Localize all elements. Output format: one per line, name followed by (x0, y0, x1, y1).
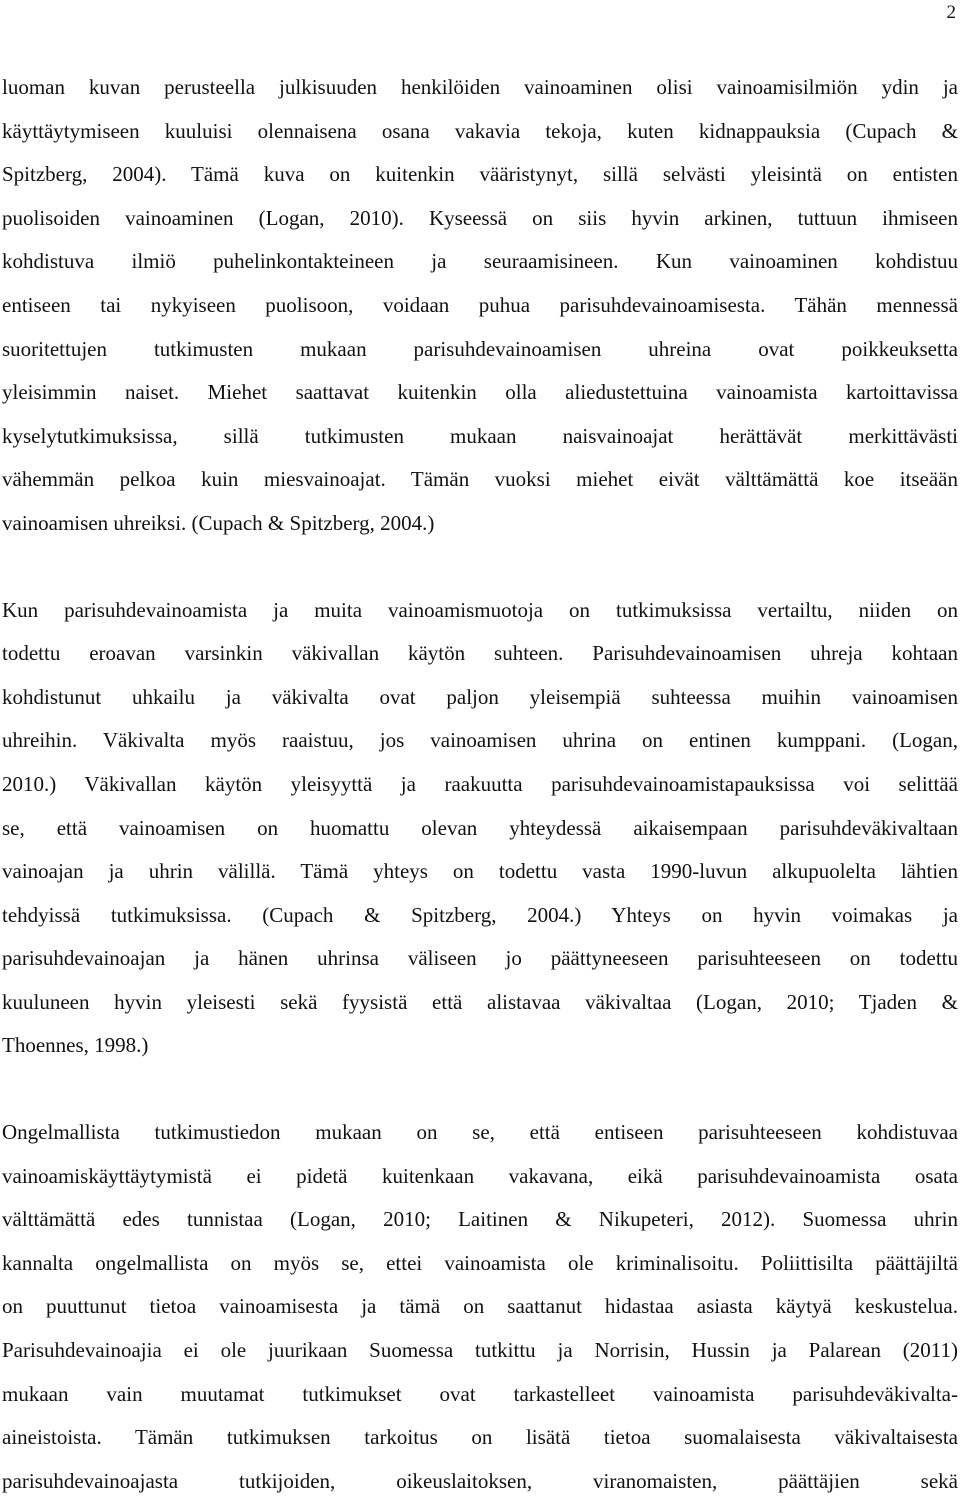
text-line: Parisuhdevainoajia ei ole juurikaan Suomessa tutkittu ja Norrisin, Hussin ja Palarean (2011) (2, 1338, 958, 1363)
page-number: 2 (946, 2, 956, 23)
text-line: kohdistunut uhkailu ja väkivalta ovat paljon yleisempiä suhteessa muihin vainoamisen (2, 684, 958, 709)
text-line: entiseen tai nykyiseen puolisoon, voidaan puhua parisuhdevainoamisesta. Tähän mennessä (2, 292, 958, 317)
text-line: vainoamisen uhreiksi. (Cupach & Spitzberg, 2004.) (2, 510, 435, 535)
text-line: on puuttunut tietoa vainoamisesta ja tämä on saattanut hidastaa asiasta käytyä keskustelua. (2, 1294, 958, 1319)
text-line: Spitzberg, 2004). Tämä kuva on kuitenkin vääristynyt, sillä selvästi yleisintä on entisten (2, 162, 958, 187)
text-line: välttämättä edes tunnistaa (Logan, 2010; Laitinen & Nikupeteri, 2012). Suomessa uhrin (2, 1207, 958, 1232)
text-line: se, että vainoamisen on huomattu olevan yhteydessä aikaisempaan parisuhdeväkivaltaan (2, 815, 958, 840)
document-body (2, 66, 958, 1503)
text-line: luoman kuvan perusteella julkisuuden henkilöiden vainoaminen olisi vainoamisilmiön ydin ja (2, 75, 958, 99)
text-line: tehdyissä tutkimuksissa. (Cupach & Spitzberg, 2004.) Yhteys on hyvin voimakas ja (2, 902, 958, 927)
text-line: uhreihin. Väkivalta myös raaistuu, jos vainoamisen uhrina on entinen kumppani. (Logan, (2, 728, 958, 753)
text-line: kuuluneen hyvin yleisesti sekä fyysistä että alistavaa väkivaltaa (Logan, 2010; Tjaden & (2, 989, 958, 1014)
text-line: vainoamiskäyttäytymistä ei pidetä kuitenkaan vakavana, eikä parisuhdevainoamista osata (2, 1163, 958, 1188)
text-line: mukaan vain muutamat tutkimukset ovat tarkastelleet vainoamista parisuhdeväkivalta- (2, 1381, 958, 1406)
text-line: kohdistuva ilmiö puhelinkontakteineen ja seuraamisineen. Kun vainoaminen kohdistuu (2, 249, 958, 274)
text-line: suoritettujen tutkimusten mukaan parisuhdevainoamisen uhreina ovat poikkeuksetta (2, 336, 958, 361)
text-line: Thoennes, 1998.) (2, 1033, 149, 1058)
paragraph-2 (2, 589, 958, 1069)
text-line: yleisimmin naiset. Miehet saattavat kuitenkin olla aliedustettuina vainoamista kartoittavissa (2, 380, 958, 405)
paragraph-3 (2, 1111, 958, 1503)
text-line: Ongelmallista tutkimustiedon mukaan on se, että entiseen parisuhteeseen kohdistuvaa (2, 1120, 958, 1145)
text-line: kannalta ongelmallista on myös se, ettei vainoamista ole kriminalisoitu. Poliittisilta päättäjiltä (2, 1250, 958, 1275)
text-line: käyttäytymiseen kuuluisi olennaisena osana vakavia tekoja, kuten kidnappauksia (Cupach & (2, 118, 958, 143)
text-line: puolisoiden vainoaminen (Logan, 2010). Kyseessä on siis hyvin arkinen, tuttuun ihmiseen (2, 205, 958, 230)
text-line: todettu eroavan varsinkin väkivallan käytön suhteen. Parisuhdevainoamisen uhreja kohtaan (2, 641, 958, 666)
paragraph-1 (2, 66, 958, 546)
text-line: parisuhdevainoajan ja hänen uhrinsa väliseen jo päättyneeseen parisuhteeseen on todettu (2, 946, 958, 971)
text-line: kyselytutkimuksissa, sillä tutkimusten mukaan naisvainoajat herättävät merkittävästi (2, 423, 958, 448)
text-line: Kun parisuhdevainoamista ja muita vainoamismuotoja on tutkimuksissa vertailtu, niiden on (2, 597, 958, 622)
text-line: vähemmän pelkoa kuin miesvainoajat. Tämän vuoksi miehet eivät välttämättä koe itseään (2, 467, 958, 492)
text-line: parisuhdevainoajasta tutkijoiden, oikeuslaitoksen, viranomaisten, päättäjien sekä (2, 1468, 958, 1493)
text-line: 2010.) Väkivallan käytön yleisyyttä ja raakuutta parisuhdevainoamistapauksissa voi selittää (2, 771, 958, 796)
text-line: vainoajan ja uhrin välillä. Tämä yhteys on todettu vasta 1990-luvun alkupuolelta lähtien (2, 859, 958, 884)
text-line: aineistoista. Tämän tutkimuksen tarkoitus on lisätä tietoa suomalaisesta väkivaltaisesta (2, 1425, 958, 1450)
